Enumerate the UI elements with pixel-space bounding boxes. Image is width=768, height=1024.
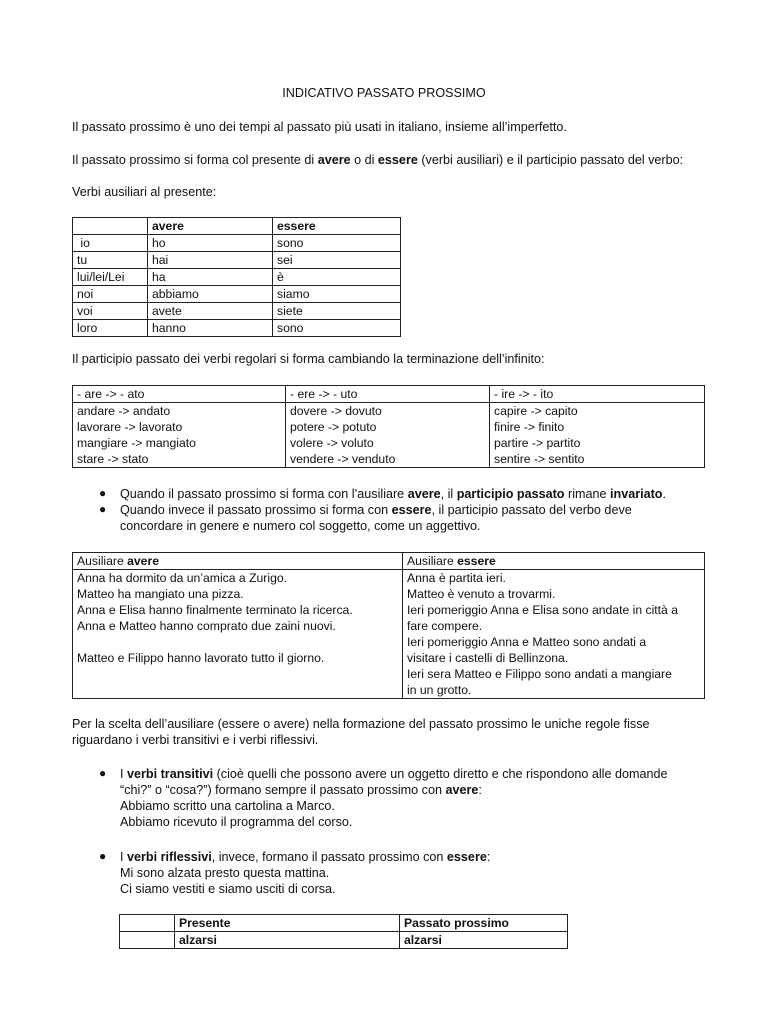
bullet-icon: ●: [99, 486, 107, 500]
table-row: andare -> andato lavorare -> lavorato mangiare -> mangiato stare -> stato dovere -> dovuto potere -> potuto volere -> voluto vendere -> venduto capire -> capito finire -> finito partire -> partito sentire -> sentito: [73, 403, 705, 468]
intro-paragraph: Il passato prossimo è uno dei tempi al passato più usati in italiano, insieme all’imperfetto.: [72, 120, 567, 134]
table-row: avere essere: [73, 218, 401, 235]
participle-table: [72, 385, 705, 468]
table-row: tu hai sei: [73, 252, 401, 269]
bullet-avere: Quando il passato prossimo si forma con l’ausiliare avere, il participio passato rimane invariato.: [120, 487, 666, 501]
table-row: loro hanno sono: [73, 320, 401, 337]
aux-verbs-table: [72, 217, 401, 337]
table-row: Ausiliare avere Ausiliare essere: [73, 553, 705, 570]
table-row: voi avete siete: [73, 303, 401, 320]
table-row: - are -> - ato - ere -> - uto - ire -> - ito: [73, 386, 705, 403]
table-row: Presente Passato prossimo: [120, 915, 568, 932]
page-title: INDICATIVO PASSATO PROSSIMO: [282, 86, 486, 100]
participle-heading: Il participio passato dei verbi regolari si forma cambiando la terminazione dell’infinito:: [72, 352, 545, 366]
bullet-riflessivi: I verbi riflessivi, invece, formano il passato prossimo con essere: Mi sono alzata presto questa mattina. Ci siamo vestiti e siamo usciti di corsa.: [120, 850, 491, 896]
bullet-transitivi: I verbi transitivi (cioè quelli che possono avere un oggetto diretto e che rispondono alle domande “chi?” o “cosa?”) formano sempre il passato prossimo con avere: Abbiamo scritto una cartolina a Marco. Abbiamo ricevuto il programma del corso.: [120, 767, 668, 829]
table-row: Anna ha dormito da un’amica a Zurigo. Matteo ha mangiato una pizza. Anna e Elisa hanno finalmente terminato la ricerca. Anna e Matteo hanno comprato due zaini nuovi. Matteo e Filippo hanno lavorato tutto il giorno. Anna è partita ieri. Matteo è venuto a trovarmi. Ieri pomeriggio Anna e Elisa sono andate in città a fare compere. Ieri pomeriggio Anna e Matteo sono andati a visitare i castelli di Bellinzona. Ieri sera Matteo e Filippo sono andati a mangiare in un grotto.: [73, 570, 705, 699]
table-row: io ho sono: [73, 235, 401, 252]
aux-choice-paragraph: Per la scelta dell’ausiliare (essere o avere) nella formazione del passato prossimo le uniche regole fisse riguardano i verbi transitivi e i verbi riflessivi.: [72, 717, 650, 747]
table-row: alzarsi alzarsi: [120, 932, 568, 949]
aux-heading: Verbi ausiliari al presente:: [72, 185, 217, 199]
bullet-icon: ●: [99, 849, 107, 863]
formation-paragraph: Il passato prossimo si forma col presente di avere o di essere (verbi ausiliari) e il participio passato del verbo:: [72, 153, 684, 167]
table-row: noi abbiamo siamo: [73, 286, 401, 303]
reflexive-table: [119, 914, 568, 949]
bullet-icon: ●: [99, 502, 107, 516]
bullet-essere: Quando invece il passato prossimo si forma con essere, il participio passato del verbo deve concordare in genere e numero col soggetto, come un aggettivo.: [120, 503, 632, 533]
table-row: lui/lei/Lei ha è: [73, 269, 401, 286]
bullet-icon: ●: [99, 766, 107, 780]
examples-table: [72, 552, 705, 699]
